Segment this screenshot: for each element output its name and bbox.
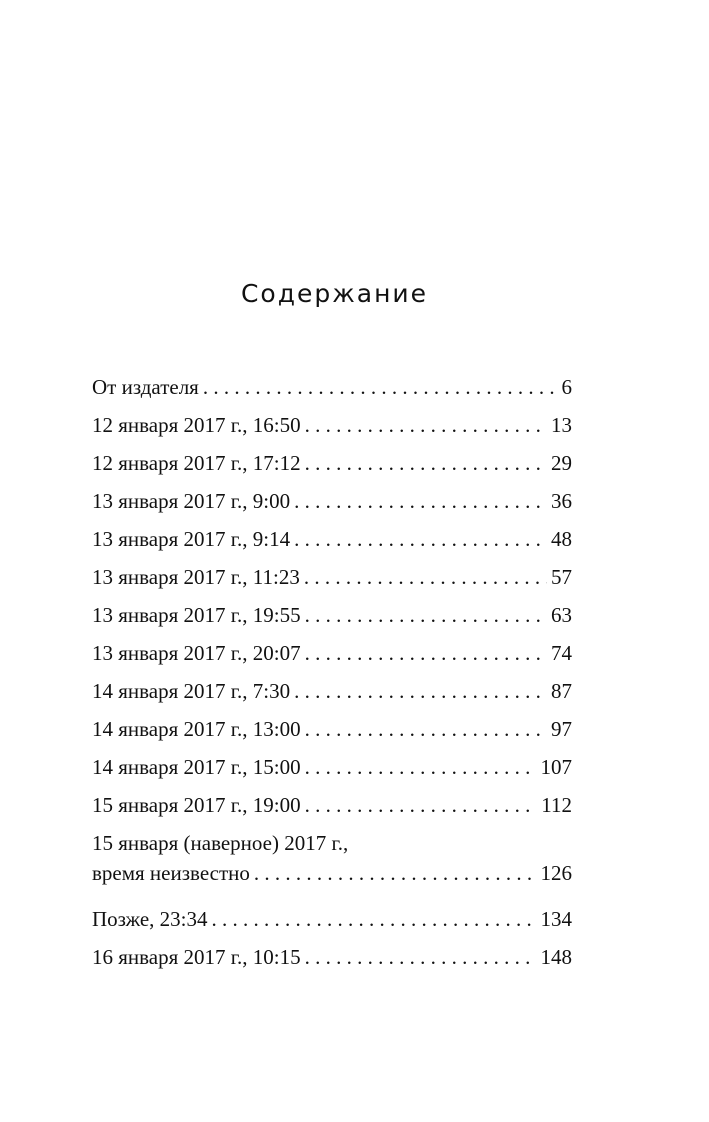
- dot-leader: [305, 714, 547, 744]
- dot-leader: [294, 486, 547, 516]
- toc-entry[interactable]: [92, 486, 572, 524]
- toc-entry[interactable]: [92, 372, 572, 410]
- toc-line: [92, 486, 572, 516]
- toc-entry-label: 14 января 2017 г., 13:00: [92, 717, 301, 741]
- toc-entry[interactable]: [92, 448, 572, 486]
- dot-leader: [304, 562, 547, 592]
- dot-leader: [305, 410, 547, 440]
- toc-page-number: 63: [551, 603, 572, 627]
- toc-page-number: 29: [551, 451, 572, 475]
- table-of-contents: [92, 372, 572, 980]
- toc-entry[interactable]: [92, 828, 572, 904]
- toc-page-number: 87: [551, 679, 572, 703]
- toc-line: [92, 676, 572, 706]
- dot-leader: [305, 638, 547, 668]
- toc-entry-label: 13 января 2017 г., 9:00: [92, 489, 291, 513]
- toc-entry[interactable]: [92, 410, 572, 448]
- dot-leader: [254, 858, 537, 888]
- toc-page-number: 74: [551, 641, 572, 665]
- toc-entry-label: 15 января 2017 г., 19:00: [92, 793, 301, 817]
- toc-entry-label: время неизвестно: [92, 861, 250, 885]
- toc-page-number: 6: [561, 375, 572, 399]
- toc-entry[interactable]: [92, 790, 572, 828]
- toc-line: [92, 858, 572, 888]
- toc-entry[interactable]: [92, 942, 572, 980]
- dot-leader: [211, 904, 536, 934]
- toc-line: [92, 448, 572, 478]
- toc-entry[interactable]: [92, 676, 572, 714]
- toc-line: [92, 904, 572, 934]
- toc-entry[interactable]: [92, 752, 572, 790]
- toc-entry[interactable]: [92, 600, 572, 638]
- toc-entry-label: 13 января 2017 г., 9:14: [92, 527, 291, 551]
- dot-leader: [305, 448, 547, 478]
- toc-entry-label: 13 января 2017 г., 20:07: [92, 641, 301, 665]
- toc-page-number: 57: [551, 565, 572, 589]
- toc-entry[interactable]: [92, 638, 572, 676]
- page-title: Содержание: [240, 279, 429, 308]
- toc-line: [92, 714, 572, 744]
- toc-entry-label: 16 января 2017 г., 10:15: [92, 945, 301, 969]
- toc-line: [92, 942, 572, 972]
- dot-leader: [294, 524, 547, 554]
- toc-line: [92, 752, 572, 782]
- toc-page-number: 112: [541, 793, 572, 817]
- toc-line: [92, 372, 572, 402]
- toc-line: [92, 638, 572, 668]
- toc-page-number: 97: [551, 717, 572, 741]
- toc-page-number: 48: [551, 527, 572, 551]
- toc-line: [92, 790, 572, 820]
- dot-leader: [305, 600, 547, 630]
- toc-entry-label: 13 января 2017 г., 19:55: [92, 603, 301, 627]
- toc-entry[interactable]: [92, 562, 572, 600]
- toc-entry-label: 14 января 2017 г., 15:00: [92, 755, 301, 779]
- dot-leader: [305, 790, 538, 820]
- toc-entry-label: Позже, 23:34: [92, 907, 208, 931]
- toc-page-number: 126: [540, 861, 572, 885]
- toc-line: [92, 410, 572, 440]
- toc-line: [92, 562, 572, 592]
- toc-line: [92, 600, 572, 630]
- toc-entry[interactable]: [92, 714, 572, 752]
- toc-entry[interactable]: [92, 524, 572, 562]
- toc-line: [92, 524, 572, 554]
- toc-page-number: 36: [551, 489, 572, 513]
- dot-leader: [305, 942, 537, 972]
- dot-leader: [203, 372, 558, 402]
- toc-entry-label-first-line: 15 января (наверное) 2017 г.,: [92, 831, 349, 855]
- toc-page-number: 134: [540, 907, 572, 931]
- toc-entry-label: 12 января 2017 г., 16:50: [92, 413, 301, 437]
- toc-entry-label: 12 января 2017 г., 17:12: [92, 451, 301, 475]
- dot-leader: [305, 752, 537, 782]
- toc-page-number: 107: [540, 755, 572, 779]
- toc-page-number: 148: [540, 945, 572, 969]
- toc-entry-label: 13 января 2017 г., 11:23: [92, 565, 300, 589]
- dot-leader: [294, 676, 547, 706]
- toc-entry-label: От издателя: [92, 375, 199, 399]
- toc-page-number: 13: [551, 413, 572, 437]
- toc-entry[interactable]: [92, 904, 572, 942]
- toc-entry-label: 14 января 2017 г., 7:30: [92, 679, 291, 703]
